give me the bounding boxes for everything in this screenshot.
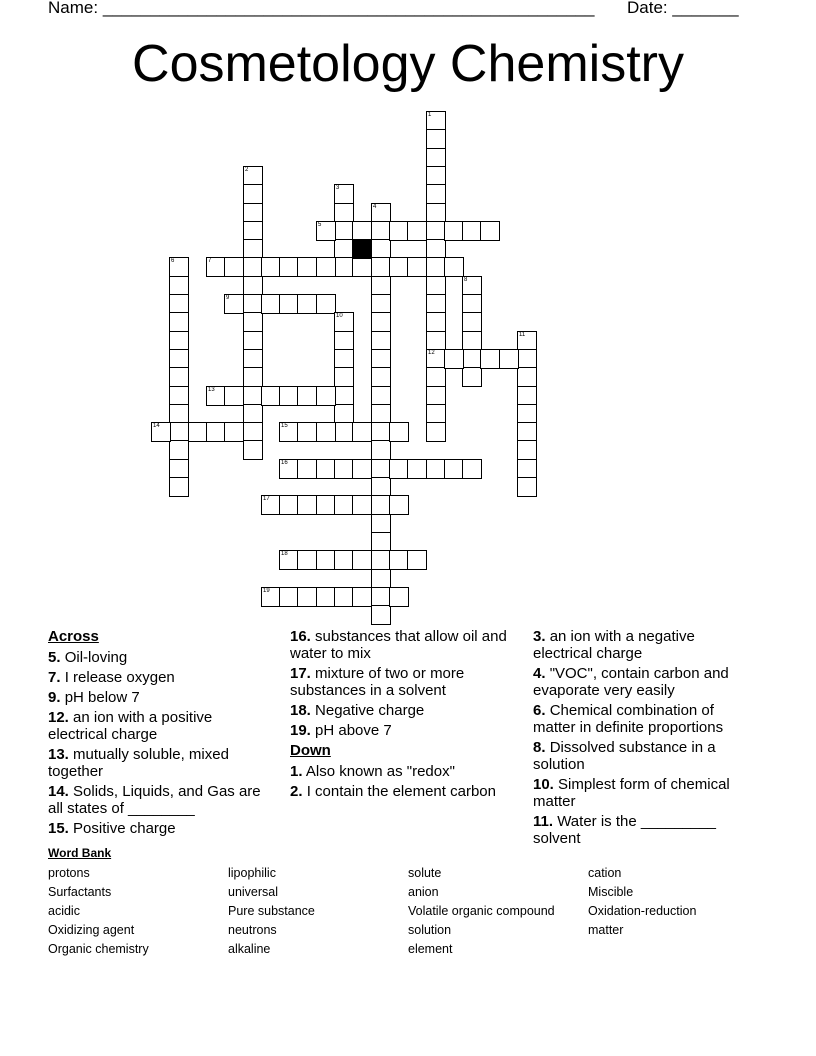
crossword-cell[interactable] <box>444 349 464 369</box>
clue-number: 14 <box>153 423 160 429</box>
crossword-cell[interactable] <box>480 221 500 241</box>
clue-number: 4 <box>373 204 377 210</box>
crossword-cell[interactable] <box>316 221 336 241</box>
crossword-cell[interactable] <box>243 294 263 314</box>
crossword-cell[interactable] <box>169 276 189 296</box>
word-bank-item: Volatile organic compound <box>408 904 555 918</box>
crossword-cell[interactable] <box>426 422 446 442</box>
word-bank-title: Word Bank <box>48 846 112 860</box>
crossword-cell[interactable] <box>426 276 446 296</box>
clue-across-12: 12. an ion with a positive electrical charge <box>48 709 213 743</box>
crossword-cell[interactable] <box>316 422 336 442</box>
crossword-cell[interactable] <box>389 257 409 277</box>
crossword-cell[interactable] <box>444 221 464 241</box>
word-bank-item: anion <box>408 885 439 899</box>
crossword-cell[interactable] <box>334 404 354 424</box>
crossword-cell[interactable] <box>334 349 354 369</box>
crossword-cell[interactable] <box>371 422 391 442</box>
crossword-cell[interactable] <box>334 239 354 259</box>
crossword-cell[interactable] <box>334 184 354 204</box>
crossword-cell[interactable] <box>224 386 244 406</box>
crossword-cell[interactable] <box>243 367 263 387</box>
crossword-cell[interactable] <box>517 477 537 497</box>
crossword-cell[interactable] <box>243 184 263 204</box>
crossword-cell[interactable] <box>517 349 537 369</box>
crossword-cell[interactable] <box>297 587 317 607</box>
crossword-cell[interactable] <box>316 459 336 479</box>
crossword-cell[interactable] <box>426 312 446 332</box>
date-field <box>627 0 739 18</box>
crossword-cell[interactable] <box>371 459 391 479</box>
crossword-cell[interactable] <box>279 459 299 479</box>
crossword-cell[interactable] <box>371 294 391 314</box>
crossword-cell[interactable] <box>389 495 409 515</box>
crossword-cell[interactable] <box>169 459 189 479</box>
crossword-cell[interactable] <box>334 587 354 607</box>
crossword-cell[interactable] <box>243 386 263 406</box>
date-line: _______ <box>672 0 739 17</box>
crossword-cell[interactable] <box>224 257 244 277</box>
crossword-cell[interactable] <box>206 422 226 442</box>
crossword-cell[interactable] <box>371 203 391 223</box>
crossword-cell[interactable] <box>316 587 336 607</box>
clue-number: 8 <box>464 277 468 283</box>
crossword-cell[interactable] <box>243 404 263 424</box>
crossword-cell[interactable] <box>371 276 391 296</box>
word-bank-item: matter <box>588 923 624 937</box>
crossword-cell[interactable] <box>352 459 372 479</box>
crossword-cell[interactable] <box>426 184 446 204</box>
crossword-cell[interactable] <box>499 349 519 369</box>
word-bank-item: lipophilic <box>228 866 276 880</box>
word-bank-item: universal <box>228 885 279 899</box>
down-heading: Down <box>290 742 331 759</box>
crossword-cell[interactable] <box>426 459 446 479</box>
crossword-cell[interactable] <box>243 166 263 186</box>
clue-across-19: 19. pH above 7 <box>290 722 392 739</box>
crossword-cell[interactable] <box>316 386 336 406</box>
word-bank-column-2 <box>228 864 315 959</box>
crossword-cell[interactable] <box>316 495 336 515</box>
word-bank-item: solute <box>408 866 442 880</box>
crossword-cell[interactable] <box>169 477 189 497</box>
crossword-cell[interactable] <box>224 422 244 442</box>
word-bank-column-1 <box>48 864 149 959</box>
crossword-cell[interactable] <box>371 331 391 351</box>
crossword-cell[interactable] <box>169 312 189 332</box>
crossword-cell[interactable] <box>462 331 482 351</box>
crossword-cell[interactable] <box>169 404 189 424</box>
crossword-cell[interactable] <box>517 422 537 442</box>
crossword-cell[interactable] <box>389 221 409 241</box>
crossword-cell[interactable] <box>243 257 263 277</box>
clue-number: 18 <box>281 551 288 557</box>
crossword-cell[interactable] <box>426 257 446 277</box>
crossword-cell[interactable] <box>426 239 446 259</box>
clue-number: 2 <box>245 167 249 173</box>
word-bank-item: Surfactants <box>48 885 112 899</box>
crossword-cell[interactable] <box>169 367 189 387</box>
crossword-cell[interactable] <box>224 294 244 314</box>
clue-down-8: 8. Dissolved substance in a solution <box>533 739 716 773</box>
crossword-cell[interactable] <box>426 203 446 223</box>
crossword-cell[interactable] <box>371 440 391 460</box>
crossword-cell[interactable] <box>371 569 391 589</box>
crossword-cell[interactable] <box>352 495 372 515</box>
crossword-cell[interactable] <box>389 422 409 442</box>
crossword-cell[interactable] <box>352 550 372 570</box>
crossword-cell[interactable] <box>316 550 336 570</box>
crossword-cell[interactable] <box>371 312 391 332</box>
crossword-cell[interactable] <box>371 404 391 424</box>
crossword-cell[interactable] <box>462 294 482 314</box>
crossword-cell[interactable] <box>426 386 446 406</box>
crossword-cell[interactable] <box>297 294 317 314</box>
clue-number: 19 <box>263 588 270 594</box>
crossword-cell[interactable] <box>517 459 537 479</box>
word-bank-item: acidic <box>48 904 80 918</box>
crossword-cell[interactable] <box>371 550 391 570</box>
crossword-cell[interactable] <box>169 331 189 351</box>
crossword-cell[interactable] <box>371 605 391 625</box>
clue-number: 10 <box>336 313 343 319</box>
crossword-cell[interactable] <box>426 111 446 131</box>
crossword-cell[interactable] <box>316 257 336 277</box>
clue-across-17: 17. mixture of two or more substances in a solvent <box>290 665 465 699</box>
crossword-cell[interactable] <box>371 386 391 406</box>
crossword-cell[interactable] <box>169 294 189 314</box>
clue-down-11: 11. Water is the _________ solvent <box>533 813 716 847</box>
crossword-cell[interactable] <box>297 422 317 442</box>
clue-down-4: 4. "VOC", contain carbon and evaporate very easily <box>533 665 729 699</box>
crossword-cell[interactable] <box>261 386 281 406</box>
clue-number: 15 <box>281 423 288 429</box>
clue-number: 12 <box>428 350 435 356</box>
crossword-cell[interactable] <box>517 331 537 351</box>
crossword-cell[interactable] <box>462 312 482 332</box>
crossword-cell[interactable] <box>243 203 263 223</box>
crossword-cell[interactable] <box>426 404 446 424</box>
crossword-cell[interactable] <box>243 276 263 296</box>
clue-across-5: 5. Oil-loving <box>48 649 128 666</box>
crossword-cell[interactable] <box>517 386 537 406</box>
word-bank-item: neutrons <box>228 923 277 937</box>
crossword-cell[interactable] <box>188 422 208 442</box>
crossword-cell[interactable] <box>243 440 263 460</box>
date-label: Date: <box>627 0 668 17</box>
page-title: Cosmetology Chemistry <box>132 35 684 93</box>
crossword-cell[interactable] <box>334 422 354 442</box>
word-bank-item: Organic chemistry <box>48 942 149 956</box>
crossword-cell[interactable] <box>517 404 537 424</box>
clue-number: 13 <box>208 387 215 393</box>
crossword-cell[interactable] <box>371 367 391 387</box>
blocked-cell <box>352 239 372 259</box>
crossword-cell[interactable] <box>279 294 299 314</box>
crossword-cell[interactable] <box>426 349 446 369</box>
clue-column-2 <box>290 628 515 803</box>
crossword-cell[interactable] <box>243 422 263 442</box>
crossword-cell[interactable] <box>297 550 317 570</box>
crossword-cell[interactable] <box>352 221 372 241</box>
crossword-cell[interactable] <box>297 386 317 406</box>
crossword-cell[interactable] <box>517 367 537 387</box>
crossword-cell[interactable] <box>261 587 281 607</box>
crossword-cell[interactable] <box>279 550 299 570</box>
crossword-cell[interactable] <box>426 129 446 149</box>
crossword-cell[interactable] <box>279 422 299 442</box>
crossword-cell[interactable] <box>279 495 299 515</box>
crossword-cell[interactable] <box>297 257 317 277</box>
crossword-cell[interactable] <box>261 294 281 314</box>
crossword-cell[interactable] <box>243 331 263 351</box>
clue-down-6: 6. Chemical combination of matter in definite proportions <box>533 702 724 736</box>
crossword-cell[interactable] <box>279 386 299 406</box>
word-bank-item: protons <box>48 866 90 880</box>
crossword-cell[interactable] <box>371 257 391 277</box>
word-bank-item: Oxidation-reduction <box>588 904 697 918</box>
crossword-cell[interactable] <box>426 331 446 351</box>
crossword-cell[interactable] <box>389 587 409 607</box>
name-line: ____________________________________________________ <box>102 0 595 17</box>
clue-column-3 <box>533 628 758 850</box>
clue-down-2: 2. I contain the element carbon <box>290 783 496 800</box>
crossword-cell[interactable] <box>297 495 317 515</box>
clue-down-1: 1. Also known as "redox" <box>290 763 455 780</box>
crossword-cell[interactable] <box>316 294 336 314</box>
crossword-cell[interactable] <box>407 550 427 570</box>
across-heading: Across <box>48 628 99 645</box>
clue-across-16: 16. substances that allow oil and water to mix <box>290 628 507 662</box>
crossword-cell[interactable] <box>243 349 263 369</box>
crossword-cell[interactable] <box>371 532 391 552</box>
word-bank-column-4 <box>588 864 696 940</box>
name-field <box>48 0 594 18</box>
crossword-cell[interactable] <box>334 257 354 277</box>
crossword-cell[interactable] <box>169 349 189 369</box>
crossword-cell[interactable] <box>352 422 372 442</box>
crossword-cell[interactable] <box>371 514 391 534</box>
crossword-cell[interactable] <box>426 221 446 241</box>
crossword-cell[interactable] <box>334 203 354 223</box>
word-bank-item: Miscible <box>588 885 634 899</box>
crossword-cell[interactable] <box>407 459 427 479</box>
crossword-cell[interactable] <box>243 239 263 259</box>
crossword-cell[interactable] <box>480 349 500 369</box>
crossword-cell[interactable] <box>334 367 354 387</box>
word-bank-item: solution <box>408 923 452 937</box>
crossword-cell[interactable] <box>371 221 391 241</box>
crossword-cell[interactable] <box>206 386 226 406</box>
crossword-cell[interactable] <box>371 349 391 369</box>
word-bank-item: alkaline <box>228 942 271 956</box>
crossword-cell[interactable] <box>279 257 299 277</box>
clue-down-10: 10. Simplest form of chemical matter <box>533 776 730 810</box>
crossword-cell[interactable] <box>371 239 391 259</box>
crossword-cell[interactable] <box>462 367 482 387</box>
crossword-cell[interactable] <box>169 440 189 460</box>
crossword-cell[interactable] <box>462 221 482 241</box>
crossword-cell[interactable] <box>407 221 427 241</box>
crossword-cell[interactable] <box>462 349 482 369</box>
clue-across-14: 14. Solids, Liquids, and Gas are all states of ________ <box>48 783 261 817</box>
crossword-cell[interactable] <box>334 221 354 241</box>
crossword-cell[interactable] <box>334 459 354 479</box>
crossword-cell[interactable] <box>169 257 189 277</box>
crossword-cell[interactable] <box>151 422 171 442</box>
crossword-cell[interactable] <box>261 495 281 515</box>
crossword-cell[interactable] <box>297 459 317 479</box>
clue-across-7: 7. I release oxygen <box>48 669 175 686</box>
word-bank-item: Pure substance <box>228 904 315 918</box>
crossword-cell[interactable] <box>389 459 409 479</box>
clue-number: 7 <box>208 258 212 264</box>
crossword-cell[interactable] <box>352 587 372 607</box>
clue-across-15: 15. Positive charge <box>48 820 176 837</box>
clue-number: 16 <box>281 460 288 466</box>
crossword-cell[interactable] <box>261 257 281 277</box>
crossword-cell[interactable] <box>334 495 354 515</box>
clue-down-3: 3. an ion with a negative electrical charge <box>533 628 695 662</box>
clue-column-1 <box>48 628 270 840</box>
clue-number: 6 <box>171 258 175 264</box>
crossword-cell[interactable] <box>243 312 263 332</box>
crossword-cell[interactable] <box>334 312 354 332</box>
word-bank-item: element <box>408 942 453 956</box>
crossword-cell[interactable] <box>389 550 409 570</box>
word-bank-column-3 <box>408 864 555 959</box>
crossword-cell[interactable] <box>371 587 391 607</box>
crossword-cell[interactable] <box>407 257 427 277</box>
crossword-cell[interactable] <box>334 386 354 406</box>
clue-number: 5 <box>318 222 322 228</box>
clue-across-13: 13. mutually soluble, mixed together <box>48 746 229 780</box>
crossword-cell[interactable] <box>462 276 482 296</box>
crossword-cell[interactable] <box>371 477 391 497</box>
clue-number: 3 <box>336 185 340 191</box>
crossword-cell[interactable] <box>169 422 189 442</box>
crossword-cell[interactable] <box>352 257 372 277</box>
crossword-cell[interactable] <box>444 459 464 479</box>
crossword-cell[interactable] <box>444 257 464 277</box>
clue-across-9: 9. pH below 7 <box>48 689 140 706</box>
crossword-cell[interactable] <box>371 495 391 515</box>
crossword-cell[interactable] <box>426 148 446 168</box>
crossword-cell[interactable] <box>426 367 446 387</box>
crossword-cell[interactable] <box>169 386 189 406</box>
word-bank-item: cation <box>588 866 622 880</box>
clue-number: 9 <box>226 295 230 301</box>
clue-number: 1 <box>428 112 432 118</box>
crossword-cell[interactable] <box>462 459 482 479</box>
clue-number: 17 <box>263 496 270 502</box>
crossword-cell[interactable] <box>334 331 354 351</box>
crossword-cell[interactable] <box>426 166 446 186</box>
crossword-cell[interactable] <box>426 294 446 314</box>
crossword-cell[interactable] <box>279 587 299 607</box>
word-bank-item: Oxidizing agent <box>48 923 135 937</box>
crossword-cell[interactable] <box>206 257 226 277</box>
crossword-cell[interactable] <box>517 440 537 460</box>
crossword-cell[interactable] <box>334 550 354 570</box>
clue-number: 11 <box>519 332 526 338</box>
clue-across-18: 18. Negative charge <box>290 702 425 719</box>
name-label: Name: <box>48 0 99 17</box>
crossword-cell[interactable] <box>243 221 263 241</box>
